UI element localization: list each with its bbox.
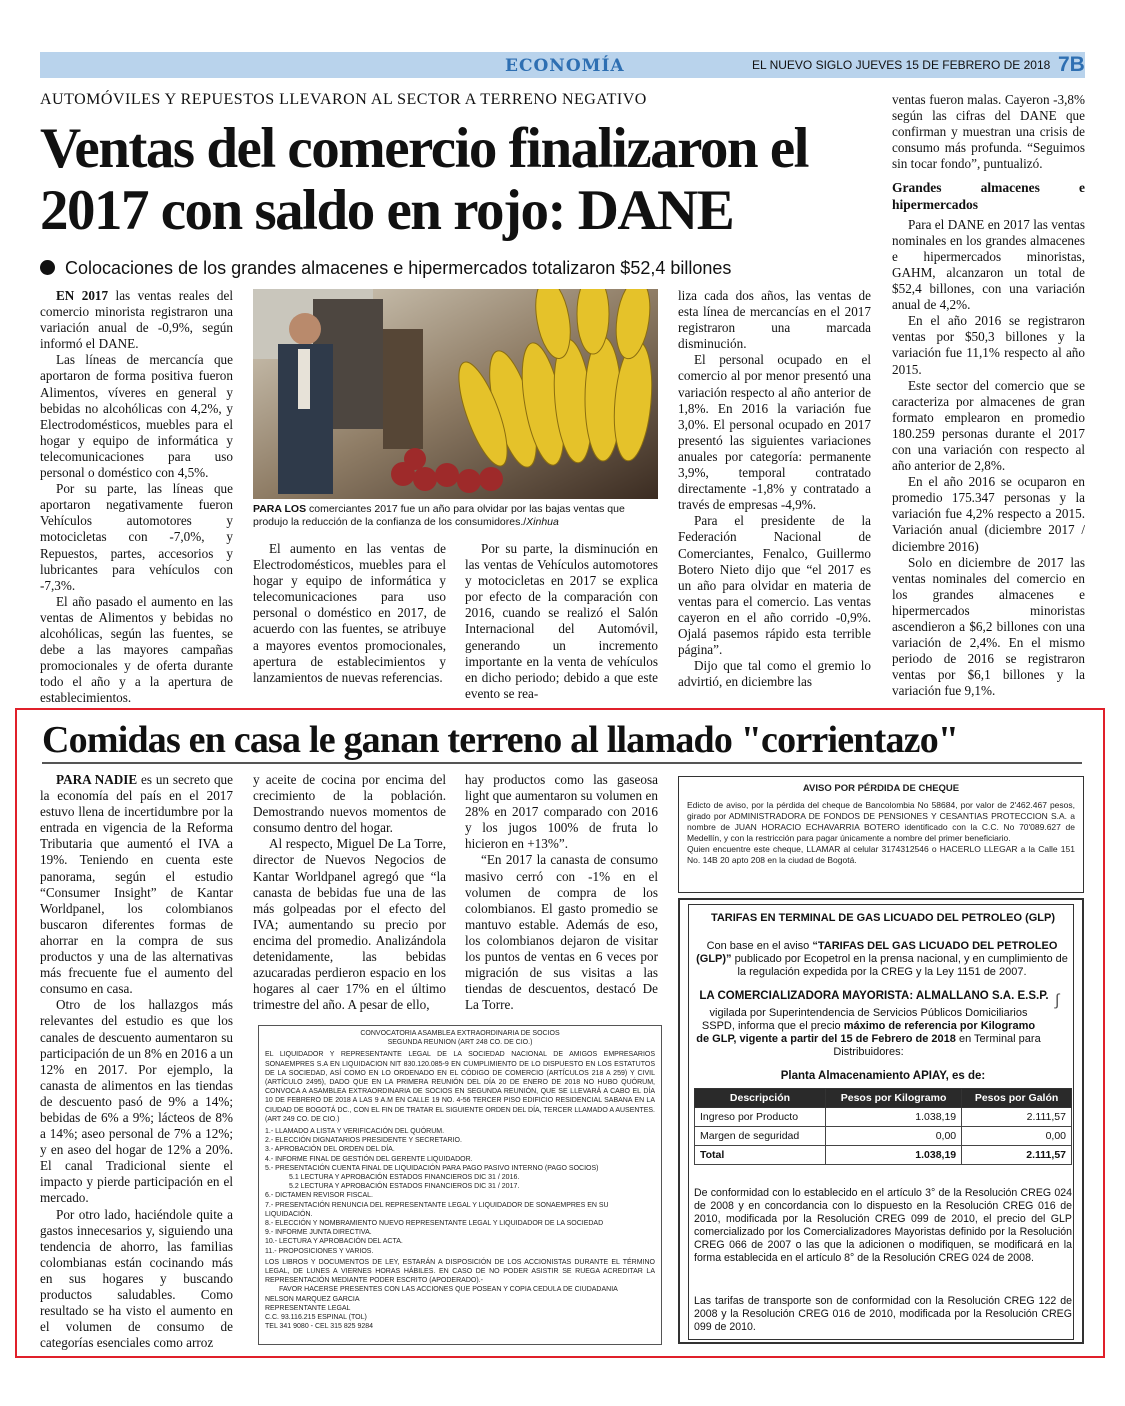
agenda-item: 1.- LLAMADO A LISTA Y VERIFICACIÓN DEL QUÓRUM. [265, 1128, 445, 1136]
agenda-item: 8.- ELECCIÓN Y NOMBRAMIENTO NUEVO REPRESENTANTE LEGAL Y LIQUIDADOR DE LA SOCIEDAD [265, 1220, 604, 1228]
tariff-table [694, 1088, 1072, 1165]
article-column-1 [40, 288, 233, 706]
notice-footer-2: FAVOR HACERSE PRESENTES CON LAS ACCIONES QUE POSEAN Y COPIA CEDULA DE CIUDADANIA [279, 1286, 618, 1294]
subhead-text: Colocaciones de los grandes almacenes e hipermercados totalizaron $52,4 billones [65, 258, 732, 278]
agenda-item: 3.- APROBACIÓN DEL ORDEN DEL DÍA. [265, 1146, 395, 1154]
paragraph: y aceite de cocina por encima del crecimiento de la población. Demostrando nuevos momentos de consumo dentro del hogar. [253, 772, 446, 836]
article2-headline: Comidas en casa le ganan terreno al llamado "corrientazo" [42, 719, 959, 761]
signer-role: REPRESENTANTE LEGAL [265, 1304, 351, 1312]
notice-body-2: Quien encuentre este cheque, LLAMAR al celular 3174312546 o HACERLO LLEGAR a la Calle 151 No. 14B 20 apto 208 en la ciudad de Bogotá. [687, 844, 1075, 865]
bullet-icon [40, 260, 55, 275]
column-header: Pesos por Kilogramo [825, 1089, 961, 1108]
table-cell: 0,00 [962, 1127, 1072, 1146]
photo-caption [253, 503, 658, 529]
article-column-2 [253, 541, 446, 686]
agenda-item: 11.- PROPOSICIONES Y VARIOS. [265, 1247, 374, 1255]
vig-text: vigilada por Superintendencia de Servicios Públicos Domiciliarios SSPD, informa que el precio [701, 1007, 1028, 1032]
agenda-item: 5.- PRESENTACIÓN CUENTA FINAL DE LIQUIDACIÓN PARA PAGO PASIVO INTERNO (PAGO SOCIOS) [265, 1164, 599, 1172]
table-cell: 2.111,57 [962, 1108, 1072, 1127]
section-name: ECONOMÍA [505, 56, 625, 76]
notice-body: Edicto de aviso, por la pérdida del cheque de Bancolombia No 58684, por valor de 2'462.467 pesos, girado por ADMINISTRADORA DE FONDOS DE PENSIONES Y CESANTIAS PROTECCION S.A. a nombre de JUAN HORACIO ECHAVARRIA BOTERO identificado con la C.C. No 70'089.627 de Medellín, y con la restricción para pagar únicamente a nombre del primer beneficiario. [687, 800, 1075, 843]
paragraph: hay productos como las gaseosa light que aumentaron su volumen en 28% en 2017 comparado con 2016 y los jugos 100% de fruta lo hicieron en +13%”. [465, 772, 658, 852]
paragraph: El personal ocupado en el comercio al por menor presentó una variación respecto al año anterior de 1,8%. En 2016 la variación fue 3,0%. El personal ocupado en 2017 presentó las siguientes variaciones anuales por categoría: permanente 3,9%, temporal contratado directamente -1,8% y contratado a través de empresas -4,9%. [678, 352, 871, 513]
paragraph: es un secreto que la economía del país en el 2017 estuvo llena de incertidumbre por la entrada en vigencia de la Reforma Tributaria que aumentó el IVA a 19%. Teniendo en cuenta este panorama, según el estudio “Consumer Insight” de Kantar Worldpanel, los colombianos buscaron diferentes formas de ahorrar en la compra de sus productos y una de las alternativas más frecuente fue el aumento del consumo en casa. [40, 772, 234, 997]
paragraph: El año pasado el aumento en las ventas de Alimentos y bebidas no alcohólicas, según las fuentes, se debe a las mayores campañas promocionales y de oferta durante todo el año y a la apertura de establecimientos. [40, 593, 233, 706]
notice-title: TARIFAS EN TERMINAL DE GAS LICUADO DEL PETROLEO (GLP) [710, 912, 1056, 924]
table-cell: 1.038,19 [825, 1108, 961, 1127]
notice-intro [696, 940, 1068, 979]
article2-column-3 [465, 772, 658, 1013]
notice-body: EL LIQUIDADOR Y REPRESENTANTE LEGAL DE LA SOCIEDAD NACIONAL DE AMIGOS EMPRESARIOS SONAEMPRES S.A EN LIQUIDACION NIT 830.120.085-9 EN CUMPLIMIENTO DE LO DISPUESTO EN LOS ESTATUTOS DE LA SOCIEDAD, ASÍ COMO EN LO ORDENADO EN EL CÓDIGO DE COMERCIO (ARTÍCULOS 218 A 259) Y CIVIL (ARTÍCULO 2495), DADO QUE EN LA PRIMERA REUNIÓN DEL DÍA 20 DE ENERO DE 2018 NO HUBO QUÓRUM, CONVOCA A ASAMBLEA EXTRAORDINARIA DE SOCIOS EN SEGUNDA REUNIÓN, QUE SE LLEVARÁ A CABO EL DÍA 10 DE FEBRERO DE 2018 A LAS 9 A.M EN CALLE 19 NO. 4-56 TERCER PISO EDIFICIO RESIDENCIAL SABANA EN LA CIUDAD DE BOGOTÁ DC., CON EL FIN DE TRATAR EL SIGUIENTE ORDEN DEL DÍA, TERCER LLAMADO A AUSENTES. (ART 249 CO. DE CIO.) [265, 1051, 655, 1123]
paragraph: Dijo que tal como el gremio lo advirtió, en diciembre las [678, 658, 871, 690]
agenda-item: 7.- PRESENTACIÓN RENUNCIA DEL REPRESENTANTE LEGAL Y LIQUIDADOR DE SONAEMPRES EN SU LIQUIDACIÓN. [265, 1201, 609, 1218]
paragraph: “En 2017 la canasta de consumo masivo cerró con -1% en el volumen de compra de los colombianos. El gasto promedio se mantuvo estable. Además de eso, los colombianos dejaron de visitar los puntos de ventas en 6 veces por migración de sus visitas a las tiendas de descuentos, destacó De La Torre. [465, 852, 658, 1013]
signer-id: C.C. 93.116.215 ESPINAL (TOL) [265, 1314, 367, 1322]
table-cell: Ingreso por Producto [695, 1108, 826, 1127]
agenda-item: 10.- LECTURA Y APROBACIÓN DEL ACTA. [265, 1238, 403, 1246]
caption-lead: PARA LOS [253, 503, 307, 515]
paragraph: ventas fueron malas. Cayeron -3,8% según las cifras del DANE que confirman y muestran una crisis de consumo más profunda. “Seguimos sin tocar fondo”, puntualizó. [892, 92, 1085, 172]
intro-bold: “TARIFAS DEL GAS LICUADO DEL PETROLEO (GLP)” [696, 940, 1058, 965]
signer-phone: TEL 341 9080 - CEL 315 825 9284 [265, 1323, 374, 1331]
page-number: 7B [1058, 53, 1085, 76]
paragraph: Por otro lado, haciéndole quite a gastos innecesarios y, siguiendo una tendencia de ahorro, las familias colombianas están cocinando más en sus hogares y buscando productos saludables. Como resultado se ha visto el aumento en el volumen de consumo de categorías esenciales como arroz [40, 1206, 233, 1351]
article2-column-2 [253, 772, 446, 1013]
agenda-item: 5.2 LECTURA Y APROBACIÓN ESTADOS FINANCIEROS DIC 31 / 2017. [289, 1183, 520, 1191]
paragraph: En el año 2016 se ocuparon en promedio 175.347 personas y la variación fue 4,2% respecto a 2015. Variación anual (diciembre 2017 / diciembre 2016) [892, 474, 1085, 554]
caption-credit: Xinhua [526, 516, 559, 528]
notice-paragraph-2: Las tarifas de transporte son de conformidad con la Resolución CREG 122 de 2008 y la Resolución CREG 016 de 2010, modificada por la Resolución CREG 099 de 2010. [694, 1295, 1072, 1333]
table-cell: Margen de seguridad [695, 1127, 826, 1146]
article-subhead [40, 258, 860, 279]
column-header: Descripción [695, 1089, 826, 1108]
lead-in: EN 2017 [56, 288, 109, 303]
table-row [695, 1127, 1072, 1146]
company-name: LA COMERCIALIZADORA MAYORISTA: ALMALLANO S.A. E.S.P. [699, 990, 1049, 1002]
article-kicker: AUTOMÓVILES Y REPUESTOS LLEVARON AL SECTOR A TERRENO NEGATIVO [40, 91, 647, 108]
paragraph: El aumento en las ventas de Electrodomésticos, muebles para el hogar y equipo de informática y telecomunicaciones para uso personal o doméstico en 2017, de acuerdo con las fuentes, se atribuye a mayores eventos promocionales, apertura de establecimientos y lanzamientos de nuevas referencias. [253, 541, 446, 685]
article-column-3 [465, 541, 658, 702]
intro-text-2: publicado por Ecopetrol en la prensa nacional, y en cumplimiento de la regulación expedida por la CREG y la Ley 1151 de 2007. [731, 953, 1068, 978]
paragraph: liza cada dos años, las ventas de esta línea de mercancías en el 2017 registraron una marcada disminución. [678, 288, 871, 352]
cheque-notice [678, 776, 1084, 893]
notice-title: AVISO POR PÉRDIDA DE CHEQUE [802, 783, 960, 794]
table-cell: 2.111,57 [962, 1146, 1072, 1165]
paragraph: Este sector del comercio que se caracteriza por almacenes de gran formato emplearon en promedio 180.259 personas durante el 2017 con una variación con respecto al año anterior de 2,8%. [892, 377, 1085, 474]
table-row [695, 1108, 1072, 1127]
signer-name: NELSON MARQUEZ GARCIA [265, 1295, 360, 1303]
table-row [695, 1146, 1072, 1165]
agenda-list [265, 1127, 655, 1256]
agenda-item: 4.- INFORME FINAL DE GESTIÓN DEL GERENTE LIQUIDADOR. [265, 1155, 473, 1163]
paragraph: Otro de los hallazgos más relevantes del estudio es que los canales de descuento aumentaron su participación de un 8% en 2016 a un 12% en 2017. Por ejemplo, la canasta de alimentos en las tiendas de descuento pasó de 9% a 14%; bebidas de 6% a 9%; lácteos de 8% a 14%; aseo personal de 7% a 12%; y en aseo del hogar de 12% a 20%. El canal Tradicional siente el impacto y pierde participación en el mercado. [40, 997, 233, 1206]
agenda-item: 6.- DICTAMEN REVISOR FISCAL. [265, 1192, 373, 1200]
subheading: Grandes almacenes e hipermercados [892, 180, 1085, 212]
table-header [695, 1089, 1072, 1108]
table-cell: Total [695, 1146, 826, 1165]
vig-text-2: en Terminal para Distribuidores: [833, 1033, 1041, 1058]
article-column-5 [892, 92, 1085, 699]
agenda-item: 2.- ELECCIÓN DIGNATARIOS PRESIDENTE Y SECRETARIO. [265, 1137, 462, 1145]
column-header: Pesos por Galón [962, 1089, 1072, 1108]
news-photo [253, 289, 658, 499]
article-headline: Ventas del comercio finalizaron el 2017 con saldo en rojo: DANE [40, 117, 809, 242]
masthead-date: EL NUEVO SIGLO JUEVES 15 DE FEBRERO DE 2018 [752, 58, 1051, 72]
notice-paragraph: De conformidad con lo establecido en el artículo 3° de la Resolución CREG 024 de 2008 y en concordancia con lo dispuesto en la Resolución CREG 016 de 2010, modificada por la Resolución CREG 099 de 2010, el precio del GLP comercializado por los Comercializadores Mayoristas definido por la Resolución CREG 066 de 2007 o las que la adicionen o modifiquen, se modificará en la forma establecida en el artículo 8° de la Resolución CREG 024 de 2008. [694, 1187, 1072, 1264]
vig-bold: máximo de referencia por Kilogramo de GLP, vigente a partir del 15 de Febrero de 2018 [696, 1020, 1036, 1045]
paragraph: Por su parte, las líneas que aportaron negativamente fueron Vehículos automotores y motocicletas con -7,0%, y Repuestos, partes, accesorios y lubricantes para vehículos con -7,3%. [40, 481, 233, 593]
paragraph: las ventas reales del comercio minorista registraron una variación anual de -0,9%, según informó el DANE. [40, 288, 233, 352]
table-cell: 1.038,19 [825, 1146, 961, 1165]
convocatoria-notice [258, 1025, 662, 1345]
lead-in: PARA NADIE [56, 772, 138, 787]
paragraph: Para el presidente de la Federación Nacional de Comerciantes, Fenalco, Guillermo Botero Nieto dijo que “el 2017 es un año para olvidar en materia de ventas para el comercio. Las ventas cayeron en el año corrido -0,9%. Ojalá pasemos rápido esta terrible página”. [678, 513, 871, 658]
paragraph: Las líneas de mercancía que aportaron de forma positiva fueron Alimentos, víveres en general y bebidas no alcohólicas con 4,2%, y Electrodomésticos, muebles para el hogar y equipo de informática y telecomunicaciones para uso personal o doméstico con 4,5%. [40, 352, 233, 481]
divider [42, 762, 1082, 764]
intro-text: Con base en el aviso [706, 940, 813, 952]
notice-title: CONVOCATORIA ASAMBLEA EXTRAORDINARIA DE SOCIOS [360, 1030, 560, 1037]
glp-tariff-notice [678, 898, 1084, 1344]
table-cell: 0,00 [825, 1127, 961, 1146]
signature-icon: ∫ [1055, 992, 1060, 1009]
article2-column-1 [40, 772, 233, 1351]
paragraph: Por su parte, la disminución en las ventas de Vehículos automotores y motocicletas en 2017 se explica por efecto de la comparación con 2016, cuando se realizó el Salón Internacional del Automóvil, generando un incremento importante en la venta de vehículos en dicho periodo; debido a que este evento se rea- [465, 541, 658, 701]
plant-title: Planta Almacenamiento APIAY, es de: [780, 1070, 986, 1082]
paragraph: Solo en diciembre de 2017 las ventas nominales del comercio en los grandes almacenes e hipermercados minoristas ascendieron a $6,2 billones con una variación de 2,4%. En el mismo periodo de 2016 se registraron ventas por $6,1 billones y la variación fue 9,1%. [892, 554, 1085, 699]
paragraph: Para el DANE en 2017 las ventas nominales en los grandes almacenes e hipermercados minoristas, GAHM, alcanzaron un total de $52,4 billones, con una variación anual de 4,2%. [892, 216, 1085, 313]
notice-vigilance [696, 1007, 1041, 1059]
agenda-item: 9.- INFORME JUNTA DIRECTIVA. [265, 1229, 372, 1237]
agenda-item: 5.1 LECTURA Y APROBACIÓN ESTADOS FINANCIEROS DIC 31 / 2016. [289, 1174, 520, 1182]
notice-subtitle: SEGUNDA REUNION (ART 248 CO. DE CIO.) [387, 1039, 533, 1047]
article-column-4 [678, 288, 871, 690]
caption-text: comerciantes 2017 fue un año para olvidar por las bajas ventas que produjo la reducción de la confianza de los consumidores./ [253, 503, 625, 528]
paragraph: Al respecto, Miguel De La Torre, director de Nuevos Negocios de Kantar Worldpanel agregó que “la canasta de bebidas fue una de las más golpeadas por el efecto del IVA; aumentando su precio por encima del promedio. Analizándola detenidamente, las bebidas azucaradas perdieron espacio en los hogares al caer 17% en el último trimestre del año. A pesar de ello, [253, 836, 446, 1013]
notice-footer: LOS LIBROS Y DOCUMENTOS DE LEY, ESTARÁN A DISPOSICIÓN DE LOS ACCIONISTAS DURANTE EL TÉRMINO LEGAL, DE LUNES A VIERNES HORAS HÁBILES. EN CASO DE NO PODER ASISTIR SE RUEGA ACREDITAR LA REPRESENTACIÓN MEDIANTE PODER ESCRITO (APODERADO).- [265, 1258, 655, 1285]
paragraph: En el año 2016 se registraron ventas por $50,3 billones y la variación fue 11,1% respecto al año 2015. [892, 313, 1085, 377]
